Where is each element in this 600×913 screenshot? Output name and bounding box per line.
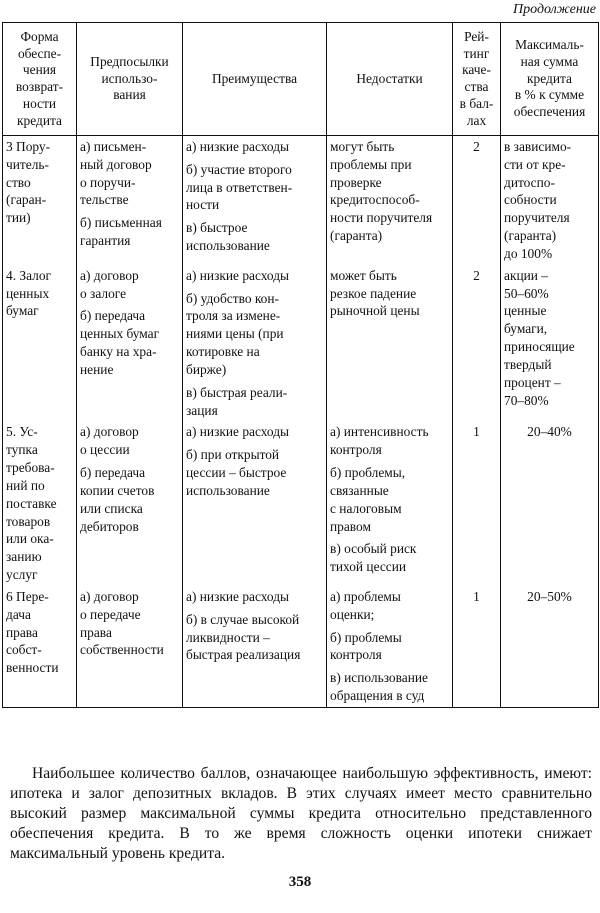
rating-cell: 2 bbox=[453, 136, 501, 265]
list-item: б) письменная гарантия bbox=[80, 215, 162, 249]
body-paragraph: Наибольшее количество баллов, означающее наибольшую эффективность, имеют: ипотека и залог депозитных вкладов. В этих случаях имеет место сравнительно высокий размер максимальной суммы кредита относительно представленного обеспечения кредита. В то же время сложность оценки ипотеки снижает максимальный уровень кредита. bbox=[10, 765, 592, 862]
list-item: в) использование обращения в суд bbox=[330, 670, 428, 704]
list-item: а) низкие расходы bbox=[186, 139, 290, 154]
list-item: а) низкие расходы bbox=[186, 267, 290, 283]
list-item: в) быстрое использование bbox=[186, 220, 270, 254]
page-number: 358 bbox=[288, 874, 312, 890]
list-item: могут быть проблемы при проверке кредитоспособ- ности поручителя (гаранта) bbox=[330, 139, 433, 244]
form-cell: 3 Пору- читель- ство (гаран- тии) bbox=[3, 136, 77, 265]
list-item: б) удобство кон- троля за измене- ниями цены (при котировке на бирже) bbox=[186, 290, 284, 377]
form-cell: 5. Ус- тупка требова- ний по поставке товаров или ока- занию услуг bbox=[3, 421, 77, 585]
list-item: а) письмен- ный договор о поручи- тельстве bbox=[80, 139, 152, 208]
advantages-cell bbox=[183, 265, 327, 422]
advantages-cell bbox=[183, 136, 327, 265]
header-disadvantages: Недостатки bbox=[327, 23, 453, 136]
form-cell: 4. Залог ценных бумаг bbox=[3, 265, 77, 422]
list-item: а) низкие расходы bbox=[186, 588, 290, 604]
max-sum-cell: 20–40% bbox=[501, 421, 599, 585]
rating-cell: 2 bbox=[453, 265, 501, 422]
disadvantages-cell bbox=[327, 421, 453, 585]
list-item: б) передача ценных бумаг банку на хра- нение bbox=[80, 308, 160, 377]
advantages-cell bbox=[183, 421, 327, 585]
rating-cell: 1 bbox=[453, 586, 501, 707]
table-row bbox=[3, 136, 599, 265]
table-row bbox=[3, 265, 599, 422]
list-item: а) проблемы оценки; bbox=[330, 588, 401, 622]
list-item: в) особый риск тихой цессии bbox=[330, 541, 417, 575]
table-row bbox=[3, 421, 599, 585]
max-sum-cell: акции – 50–60% ценные бумаги, приносящие твердый процент – 70–80% bbox=[501, 265, 599, 422]
list-item: может быть резкое падение рыночной цены bbox=[330, 267, 420, 319]
max-sum-cell: 20–50% bbox=[501, 586, 599, 707]
prerequisites-cell bbox=[77, 136, 183, 265]
disadvantages-cell bbox=[327, 586, 453, 707]
list-item: в) быстрая реали- зация bbox=[186, 384, 288, 418]
list-item: а) договор о передаче права собственности bbox=[80, 588, 164, 658]
list-item: а) низкие расходы bbox=[186, 424, 290, 440]
list-item: б) при открытой цессии – быстрое использование bbox=[186, 447, 287, 498]
list-item: б) участие второго лица в ответствен- ности bbox=[186, 161, 293, 213]
table-header-row bbox=[3, 23, 599, 136]
list-item: а) интенсивность контроля bbox=[330, 424, 429, 458]
max-sum-cell: в зависимо- сти от кре- дитоспо- собности поручителя (гаранта) до 100% bbox=[501, 136, 599, 265]
disadvantages-cell bbox=[327, 265, 453, 422]
header-prerequisites: Предпосылки использо- вания bbox=[77, 23, 183, 136]
list-item: б) проблемы контроля bbox=[330, 629, 402, 663]
list-item: б) передача копии счетов или списка дебиторов bbox=[80, 465, 155, 534]
collateral-forms-table bbox=[2, 22, 599, 708]
rating-cell: 1 bbox=[453, 421, 501, 585]
disadvantages-cell bbox=[327, 136, 453, 265]
prerequisites-cell bbox=[77, 586, 183, 707]
prerequisites-cell bbox=[77, 421, 183, 585]
form-cell: 6 Пере- дача права собст- венности bbox=[3, 586, 77, 707]
advantages-cell bbox=[183, 586, 327, 707]
header-form: Форма обеспе- чения возврат- ности кредита bbox=[3, 23, 77, 136]
continuation-label: Продолжение bbox=[513, 2, 596, 17]
list-item: б) проблемы, связанные с налоговым правом bbox=[330, 465, 406, 534]
list-item: а) договор о залоге bbox=[80, 267, 139, 301]
list-item: б) в случае высокой ликвидности – быстрая реализация bbox=[186, 611, 301, 663]
header-max-sum: Максималь- ная сумма кредита в % к сумме обеспечения bbox=[501, 23, 599, 136]
header-advantages: Преимущества bbox=[183, 23, 327, 136]
prerequisites-cell bbox=[77, 265, 183, 422]
header-rating: Рей- тинг каче- ства в бал- лах bbox=[453, 23, 501, 136]
list-item: а) договор о цессии bbox=[80, 424, 139, 458]
table-row bbox=[3, 586, 599, 707]
